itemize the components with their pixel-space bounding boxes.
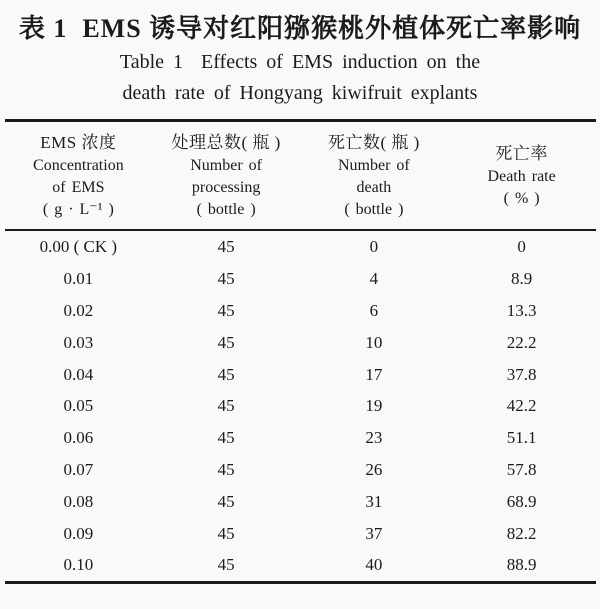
header-death-count-en2: death: [356, 179, 392, 196]
cell-processing-total: 45: [217, 364, 235, 384]
cell-processing-total: 45: [217, 428, 235, 448]
cell-death-rate: 37.8: [506, 364, 537, 384]
cell-ems-concentration: 0.08: [63, 491, 94, 511]
cell-death-count: 37: [365, 523, 383, 543]
table-row: [5, 454, 596, 486]
cell-processing-total: 45: [217, 332, 235, 352]
cell-death-rate: 42.2: [506, 396, 537, 416]
cell-death-count: 17: [365, 364, 383, 384]
header-death-rate-en1: Death rate: [487, 168, 556, 185]
cell-ems-concentration: 0.05: [63, 396, 94, 416]
cell-death-rate: 68.9: [506, 491, 537, 511]
cell-death-count: 4: [369, 269, 379, 289]
cell-death-rate: 57.8: [506, 459, 537, 479]
cell-processing-total: 45: [217, 555, 235, 575]
cell-processing-total: 45: [217, 459, 235, 479]
cell-ems-concentration: 0.00 ( CK ): [39, 237, 118, 257]
cell-death-rate: 0: [517, 237, 526, 257]
cell-death-count: 40: [365, 555, 383, 575]
table-row: [5, 422, 596, 454]
cell-processing-total: 45: [217, 523, 235, 543]
cell-death-rate: 22.2: [506, 332, 537, 352]
cell-ems-concentration: 0.03: [63, 332, 94, 352]
cell-death-count: 23: [365, 428, 383, 448]
cell-processing-total: 45: [217, 269, 235, 289]
table-row: [5, 390, 596, 422]
ems-death-rate-table: [5, 119, 596, 584]
cell-ems-concentration: 0.01: [63, 269, 94, 289]
header-processing-total-unit: ( bottle ): [196, 201, 256, 218]
header-ems-concentration: [5, 121, 153, 231]
cell-death-count: 19: [365, 396, 383, 416]
table-row: [5, 295, 596, 327]
header-ems-concentration-unit: ( g · L⁻¹ ): [42, 201, 114, 218]
cell-death-rate: 13.3: [506, 300, 537, 320]
table-title-english-line1: Table 1 Effects of EMS induction on the: [119, 51, 481, 73]
header-processing-total-en2: processing: [191, 179, 261, 196]
table-row: [5, 517, 596, 549]
header-ems-concentration-zh: EMS 浓度: [40, 133, 117, 152]
header-death-count-en1: Number of: [337, 157, 410, 174]
header-ems-concentration-en2: of EMS: [52, 179, 105, 196]
cell-ems-concentration: 0.04: [63, 364, 94, 384]
header-row: [5, 121, 596, 231]
header-death-rate: [448, 121, 596, 231]
header-processing-total-en1: Number of: [190, 157, 262, 174]
cell-death-count: 10: [365, 332, 383, 352]
cell-processing-total: 45: [217, 491, 235, 511]
cell-processing-total: 45: [217, 237, 235, 257]
table-title-english-line2: death rate of Hongyang kiwifruit explants: [122, 82, 478, 104]
header-processing-total-zh: 处理总数( 瓶 ): [171, 133, 281, 152]
cell-ems-concentration: 0.06: [63, 428, 94, 448]
table-row: [5, 485, 596, 517]
cell-ems-concentration: 0.09: [63, 523, 94, 543]
table-row: [5, 326, 596, 358]
cell-death-rate: 51.1: [506, 428, 537, 448]
cell-death-rate: 88.9: [506, 555, 537, 575]
header-death-count-zh: 死亡数( 瓶 ): [327, 133, 420, 152]
header-death-count-unit: ( bottle ): [344, 201, 404, 218]
header-death-count: [300, 121, 448, 231]
cell-processing-total: 45: [217, 300, 235, 320]
cell-ems-concentration: 0.07: [63, 459, 94, 479]
cell-death-count: 31: [365, 491, 383, 511]
header-death-rate-unit: ( % ): [503, 190, 540, 207]
header-death-rate-zh: 死亡率: [495, 144, 548, 163]
cell-death-count: 6: [369, 300, 379, 320]
table-row: [5, 263, 596, 295]
header-processing-total: [152, 121, 300, 231]
cell-ems-concentration: 0.10: [63, 555, 94, 575]
table-row: [5, 549, 596, 582]
cell-processing-total: 45: [217, 396, 235, 416]
cell-death-rate: 8.9: [511, 269, 533, 289]
table-row: [5, 358, 596, 390]
cell-death-count: 0: [369, 237, 379, 257]
table-title-chinese: 表 1 EMS 诱导对红阳猕猴桃外植体死亡率影响: [18, 14, 582, 43]
cell-death-count: 26: [365, 459, 383, 479]
cell-ems-concentration: 0.02: [63, 300, 94, 320]
table-row: [5, 230, 596, 263]
header-ems-concentration-en1: Concentration: [33, 157, 124, 174]
cell-death-rate: 82.2: [506, 523, 537, 543]
